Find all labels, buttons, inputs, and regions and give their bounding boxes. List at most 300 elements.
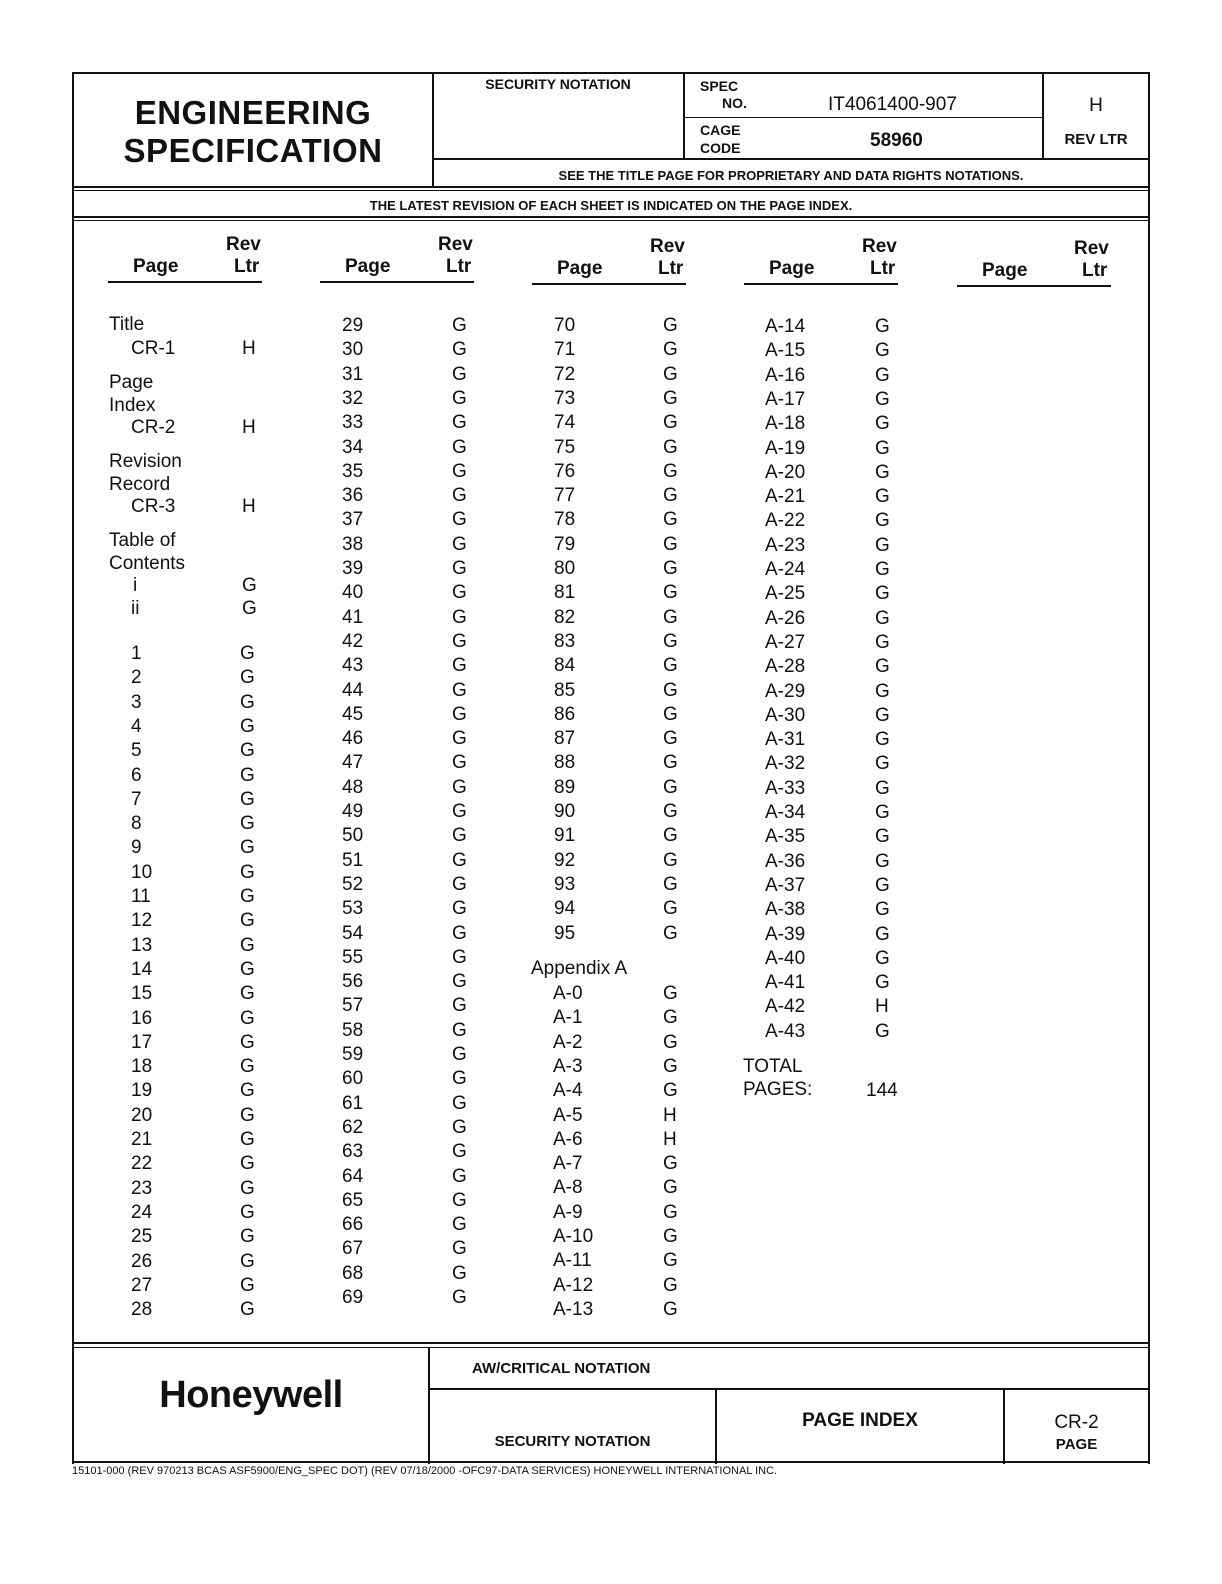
cage-label-1: CAGE	[700, 122, 741, 138]
index-page-number: 52	[342, 873, 364, 895]
index-page-number: 83	[554, 630, 576, 652]
index-rev-letter: G	[240, 667, 255, 689]
index-rev-letter: G	[240, 740, 255, 762]
index-rev-letter: G	[663, 825, 678, 847]
index-page-number: A-5	[553, 1104, 583, 1126]
index-rev-letter: G	[875, 777, 890, 799]
index-rev-letter: G	[663, 1153, 678, 1175]
index-page-number: 90	[554, 801, 576, 822]
index-page-number: A-34	[765, 802, 806, 823]
spec-label-1: SPEC	[700, 78, 739, 94]
index-rev-letter: G	[875, 874, 890, 896]
index-rev-letter: G	[452, 873, 467, 895]
index-page-number: 26	[131, 1250, 153, 1272]
index-page-number: A-16	[765, 364, 806, 386]
index-page-number: 67	[342, 1238, 364, 1260]
index-page-number: 18	[131, 1056, 153, 1078]
index-page-number: A-11	[553, 1250, 592, 1272]
index-rev-letter: H	[663, 1104, 677, 1126]
index-page-number: 88	[554, 752, 576, 774]
index-page-number: 36	[342, 485, 364, 507]
index-rev-letter: G	[240, 1250, 255, 1272]
index-page-number: 66	[342, 1214, 364, 1236]
index-rev-letter: G	[663, 630, 678, 652]
col4-page-header: Page	[769, 258, 815, 279]
index-rev-letter: G	[663, 849, 678, 871]
index-rev-letter: G	[663, 776, 678, 798]
index-page-number: 72	[554, 363, 576, 385]
index-page-number: 24	[131, 1201, 153, 1223]
index-page-number: 75	[554, 436, 576, 458]
col4-header-underline	[744, 283, 898, 285]
index-rev-letter: G	[663, 1177, 678, 1199]
index-rev-letter: G	[875, 559, 890, 580]
index-rev-letter: G	[663, 339, 678, 361]
index-page-number: 16	[131, 1007, 153, 1029]
index-page-number: 9	[131, 837, 142, 859]
index-rev-letter: G	[452, 1116, 467, 1138]
index-rev-letter: G	[663, 387, 678, 409]
index-rev-letter: G	[452, 703, 467, 725]
footer-security-notation-label: SECURITY NOTATION	[494, 1433, 651, 1450]
index-page-number: 42	[342, 630, 364, 652]
index-page-number: A-36	[765, 850, 806, 872]
index-rev-letter: G	[663, 533, 678, 555]
index-rev-letter: G	[240, 1274, 255, 1296]
rev-ltr-label: REV LTR	[1064, 131, 1128, 148]
index-rev-letter: G	[663, 1298, 678, 1320]
index-page-number: 30	[342, 339, 364, 361]
index-page-number: 77	[554, 485, 576, 507]
index-rev-letter: G	[240, 1299, 255, 1321]
index-rev-letter: G	[663, 983, 678, 1004]
index-rev-letter: G	[452, 533, 467, 555]
form-identifier: 15101-000 (REV 970213 BCAS ASF5900/ENG_SPEC DOT) (REV 07/18/2000 -OFC97-DATA SERVICES) HONEYWELL INTERNATIONAL INC.	[72, 1465, 778, 1477]
index-page-number: 6	[131, 764, 142, 786]
index-rev-letter: G	[875, 802, 890, 823]
index-rev-letter: G	[875, 753, 890, 775]
index-page-number: 41	[342, 606, 364, 628]
index-page-number: 73	[554, 387, 576, 409]
index-page-number: 93	[554, 873, 576, 895]
index-page-number: 19	[131, 1080, 153, 1102]
footer-page-id: CR-2	[1054, 1412, 1099, 1433]
index-page-number: 14	[131, 958, 153, 980]
index-page-number: 76	[554, 460, 576, 482]
index-rev-letter: G	[875, 364, 890, 386]
index-page-number: A-8	[553, 1177, 583, 1199]
index-rev-letter: G	[452, 776, 467, 798]
index-page-number: A-26	[765, 607, 806, 629]
index-page-number: 51	[342, 849, 364, 871]
index-rev-letter: G	[240, 886, 255, 907]
index-rev-letter: G	[663, 752, 678, 774]
index-page-number: 4	[131, 715, 142, 737]
index-rev-letter: G	[452, 1287, 467, 1308]
index-page-number: 2	[131, 667, 142, 689]
page-index-label-2: Index	[109, 395, 156, 416]
index-rev-letter: G	[875, 388, 890, 410]
index-rev-letter: G	[240, 837, 255, 859]
index-rev-letter: G	[240, 1104, 255, 1126]
index-page-number: 84	[554, 655, 576, 677]
index-page-number: 91	[554, 825, 576, 847]
index-rev-letter: G	[875, 316, 890, 337]
index-rev-letter: G	[663, 1201, 678, 1223]
index-rev-letter: G	[240, 788, 255, 810]
col1-page-header: Page	[133, 256, 179, 277]
index-page-number: 10	[131, 861, 153, 883]
spec-label-2: NO.	[722, 95, 747, 111]
index-rev-letter: G	[452, 558, 467, 579]
index-rev-letter: G	[452, 1068, 467, 1090]
index-rev-letter: G	[663, 582, 678, 604]
index-rev-letter: G	[663, 898, 678, 920]
col3-rev-header: Rev	[650, 236, 685, 257]
index-rev-letter: G	[663, 485, 678, 507]
index-page-number: 68	[342, 1262, 364, 1284]
index-page-number: 8	[131, 813, 142, 835]
index-page-number: 11	[131, 886, 151, 907]
index-rev-letter: G	[452, 922, 467, 944]
index-page-number: 7	[131, 788, 142, 810]
cage-code: 58960	[870, 130, 923, 151]
col3-page-header: Page	[557, 258, 603, 279]
index-rev-letter: G	[452, 728, 467, 750]
index-page-number: 3	[131, 691, 142, 713]
index-rev-letter: G	[875, 656, 890, 678]
cr1-page: CR-1	[131, 338, 176, 359]
index-page-number: A-12	[553, 1274, 594, 1296]
index-page-number: 32	[342, 387, 364, 409]
index-page-number: 60	[342, 1068, 364, 1090]
index-page-number: 5	[131, 740, 142, 762]
index-rev-letter: G	[663, 558, 678, 579]
index-page-number: 40	[342, 582, 364, 604]
index-rev-letter: G	[663, 1007, 678, 1029]
index-page-number: 33	[342, 412, 364, 434]
rev-letter: H	[1089, 95, 1103, 116]
index-page-number: 58	[342, 1019, 364, 1041]
index-page-number: A-18	[765, 413, 806, 435]
index-rev-letter: G	[240, 861, 255, 883]
title-line-1: ENGINEERING	[134, 94, 372, 131]
index-page-number: 46	[342, 728, 364, 750]
col5-page-header: Page	[982, 260, 1028, 281]
index-page-number: 79	[554, 533, 576, 555]
index-rev-letter: G	[875, 729, 890, 751]
col5-ltr-header: Ltr	[1082, 260, 1108, 281]
index-page-number: A-21	[765, 486, 806, 508]
index-rev-letter: G	[452, 679, 467, 701]
index-page-number: 12	[131, 910, 153, 932]
index-page-number: A-0	[553, 983, 583, 1004]
index-rev-letter: G	[452, 1238, 467, 1260]
index-rev-letter: G	[663, 1274, 678, 1296]
index-rev-letter: G	[452, 825, 467, 847]
index-page-number: 80	[554, 558, 576, 579]
index-page-number: 59	[342, 1044, 364, 1065]
index-rev-letter: G	[663, 1250, 678, 1272]
index-rev-letter: G	[875, 850, 890, 872]
revision-record-label-2: Record	[109, 474, 171, 495]
security-notation-label: SECURITY NOTATION	[485, 76, 631, 92]
footer-page-label: PAGE	[1055, 1436, 1098, 1453]
col4-ltr-header: Ltr	[870, 258, 896, 279]
index-rev-letter: G	[452, 752, 467, 774]
index-rev-letter: G	[663, 436, 678, 458]
index-rev-letter: G	[240, 1031, 255, 1053]
index-page-number: 74	[554, 412, 576, 434]
index-rev-letter: G	[663, 1055, 678, 1077]
appendix-a-label: Appendix A	[531, 958, 628, 979]
index-page-number: 53	[342, 898, 364, 920]
index-rev-letter: G	[875, 680, 890, 702]
index-page-number: A-43	[765, 1020, 806, 1042]
col1-header-underline	[108, 281, 262, 283]
index-page-number: A-10	[553, 1226, 594, 1247]
index-rev-letter: G	[240, 983, 255, 1005]
index-page-number: 35	[342, 460, 364, 482]
index-rev-letter: G	[452, 801, 467, 822]
index-page-number: 61	[342, 1092, 364, 1114]
index-rev-letter: G	[240, 1080, 255, 1102]
index-rev-letter: G	[875, 704, 890, 726]
revision-record-label-1: Revision	[109, 451, 182, 472]
cr2-page: CR-2	[131, 417, 176, 438]
index-page-number: 55	[342, 946, 364, 968]
index-page-number: A-41	[765, 972, 806, 994]
toc-label-1: Table of	[109, 530, 176, 551]
index-page-number: A-31	[765, 729, 806, 751]
index-page-number: 86	[554, 703, 576, 725]
index-page-number: 39	[342, 558, 364, 579]
index-rev-letter: G	[240, 1007, 255, 1029]
index-rev-letter: G	[452, 582, 467, 604]
index-page-number: 92	[554, 849, 576, 871]
index-page-number: A-15	[765, 340, 806, 362]
index-page-number: A-1	[553, 1007, 583, 1029]
index-page-number: 43	[342, 655, 364, 677]
index-page-number: A-38	[765, 899, 806, 921]
index-rev-letter: G	[875, 437, 890, 459]
index-rev-letter: G	[452, 995, 467, 1017]
honeywell-logo: Honeywell	[159, 1374, 343, 1416]
index-page-number: A-13	[553, 1298, 594, 1320]
index-rev-letter: G	[452, 606, 467, 628]
index-rev-letter: G	[452, 971, 467, 993]
index-rev-letter: G	[240, 691, 255, 713]
index-rev-letter: G	[875, 534, 890, 556]
index-page-number: A-35	[765, 826, 806, 848]
col2-header-underline	[320, 281, 474, 283]
index-rev-letter: G	[452, 460, 467, 482]
index-rev-letter: G	[240, 764, 255, 786]
index-rev-letter: G	[240, 1153, 255, 1175]
index-page-number: 28	[131, 1299, 153, 1321]
index-page-number: A-29	[765, 680, 806, 702]
col1-ltr-header: Ltr	[234, 256, 260, 277]
index-page-number: A-37	[765, 874, 806, 896]
index-rev-letter: G	[663, 363, 678, 385]
index-page-number: 56	[342, 971, 364, 993]
index-rev-letter: H	[875, 996, 889, 1018]
document-title	[74, 94, 432, 170]
index-page-number: 65	[342, 1189, 364, 1211]
toc-ii-page: ii	[131, 598, 140, 619]
index-rev-letter: G	[452, 339, 467, 361]
index-page-number: 50	[342, 825, 364, 847]
index-page-number: 95	[554, 922, 576, 944]
index-rev-letter: G	[240, 1056, 255, 1078]
index-rev-letter: G	[663, 509, 678, 531]
index-page-number: A-3	[553, 1055, 583, 1077]
total-pages-value: 144	[866, 1080, 898, 1101]
index-rev-letter: G	[452, 1044, 467, 1065]
index-page-number: 31	[342, 363, 364, 385]
col2-rev-header: Rev	[438, 234, 473, 255]
index-rev-letter: G	[663, 1031, 678, 1053]
index-page-number: A-33	[765, 777, 806, 799]
index-page-number: A-42	[765, 996, 806, 1018]
index-rev-letter: G	[452, 387, 467, 409]
index-page-number: A-30	[765, 704, 806, 726]
cr3-page: CR-3	[131, 496, 176, 517]
index-rev-letter: G	[875, 923, 890, 945]
index-page-number: 47	[342, 752, 364, 774]
index-page-number: 63	[342, 1141, 364, 1163]
index-page-number: A-14	[765, 316, 806, 337]
index-rev-letter: G	[240, 1177, 255, 1199]
cr3-rev: H	[242, 496, 256, 517]
index-rev-letter: G	[663, 460, 678, 482]
index-rev-letter: G	[875, 486, 890, 508]
index-page-number: 81	[554, 582, 576, 604]
index-rev-letter: G	[875, 826, 890, 848]
col5-rev-header: Rev	[1074, 238, 1109, 259]
total-label-1: TOTAL	[743, 1056, 803, 1077]
index-page-number: A-4	[553, 1080, 583, 1102]
index-rev-letter: G	[240, 934, 255, 956]
index-page-number: A-6	[553, 1128, 583, 1150]
index-rev-letter: G	[663, 1080, 678, 1102]
index-rev-letter: G	[240, 910, 255, 932]
index-rev-letter: G	[663, 728, 678, 750]
index-page-number: 71	[554, 339, 576, 361]
index-page-number: A-7	[553, 1153, 583, 1175]
cr1-rev: H	[242, 338, 256, 359]
index-rev-letter: G	[875, 899, 890, 921]
index-rev-letter: G	[452, 898, 467, 920]
index-rev-letter: G	[663, 655, 678, 677]
index-rev-letter: G	[240, 643, 255, 664]
index-rev-letter: G	[875, 947, 890, 969]
index-rev-letter: G	[663, 873, 678, 895]
index-rev-letter: G	[452, 485, 467, 507]
col5-header-underline	[957, 285, 1111, 287]
index-rev-letter: G	[663, 412, 678, 434]
index-rev-letter: G	[875, 972, 890, 994]
index-page-number: 27	[131, 1274, 153, 1296]
index-rev-letter: G	[875, 340, 890, 362]
index-rev-letter: G	[452, 412, 467, 434]
col3-header-underline	[532, 283, 686, 285]
index-page-number: A-23	[765, 534, 806, 556]
index-page-number: A-28	[765, 656, 806, 678]
col4-rev-header: Rev	[862, 236, 897, 257]
proprietary-note: SEE THE TITLE PAGE FOR PROPRIETARY AND DATA RIGHTS NOTATIONS.	[558, 168, 1024, 183]
index-page-number: A-24	[765, 559, 806, 580]
index-page-number: 44	[342, 679, 364, 701]
index-page-number: 70	[554, 315, 576, 336]
index-rev-letter: G	[875, 607, 890, 629]
index-rev-letter: G	[452, 1262, 467, 1284]
toc-i-page: i	[133, 575, 138, 596]
index-rev-letter: G	[663, 1226, 678, 1247]
index-rev-letter: G	[875, 510, 890, 532]
index-rev-letter: G	[240, 1129, 255, 1150]
index-page-number: A-22	[765, 510, 806, 532]
index-page-number: A-25	[765, 583, 806, 605]
index-rev-letter: G	[240, 1201, 255, 1223]
total-label-2: PAGES:	[743, 1079, 813, 1100]
index-rev-letter: G	[452, 1141, 467, 1163]
title-line-2: SPECIFICATION	[123, 132, 383, 169]
index-rev-letter: G	[240, 715, 255, 737]
index-page-number: 49	[342, 801, 364, 822]
cr2-rev: H	[242, 417, 256, 438]
index-rev-letter: G	[452, 1189, 467, 1211]
index-rev-letter: G	[875, 461, 890, 483]
index-rev-letter: G	[663, 922, 678, 944]
index-rev-letter: G	[452, 630, 467, 652]
index-page-number: 38	[342, 533, 364, 555]
title-label: Title	[109, 314, 145, 335]
index-rev-letter: G	[452, 1214, 467, 1236]
index-rev-letter: G	[663, 315, 678, 336]
latest-revision-note: THE LATEST REVISION OF EACH SHEET IS INDICATED ON THE PAGE INDEX.	[369, 198, 853, 213]
index-page-number: 22	[131, 1153, 153, 1175]
index-page-number: 78	[554, 509, 576, 531]
index-page-number: 21	[131, 1129, 153, 1150]
index-rev-letter: G	[663, 606, 678, 628]
index-page-number: 57	[342, 995, 364, 1017]
toc-label-2: Contents	[109, 553, 186, 574]
index-rev-letter: G	[240, 958, 255, 980]
index-page-number: A-20	[765, 461, 806, 483]
index-page-number: A-39	[765, 923, 806, 945]
index-page-number: 64	[342, 1165, 364, 1187]
index-page-number: A-2	[553, 1031, 583, 1053]
index-rev-letter: G	[663, 679, 678, 701]
index-rev-letter: G	[875, 631, 890, 653]
col1-rev-header: Rev	[226, 234, 261, 255]
index-page-number: 17	[131, 1031, 153, 1053]
index-page-number: A-19	[765, 437, 806, 459]
index-rev-letter: G	[452, 849, 467, 871]
index-page-number: 89	[554, 776, 576, 798]
index-page-number: 94	[554, 898, 576, 920]
index-page-number: A-32	[765, 753, 806, 775]
index-page-number: 23	[131, 1177, 153, 1199]
index-page-number: 29	[342, 315, 364, 336]
index-rev-letter: G	[452, 1165, 467, 1187]
index-rev-letter: G	[875, 413, 890, 435]
index-page-number: 87	[554, 728, 576, 750]
index-rev-letter: G	[875, 583, 890, 605]
page-index-label: PAGE INDEX	[802, 1410, 918, 1431]
index-page-number: 1	[131, 643, 142, 664]
